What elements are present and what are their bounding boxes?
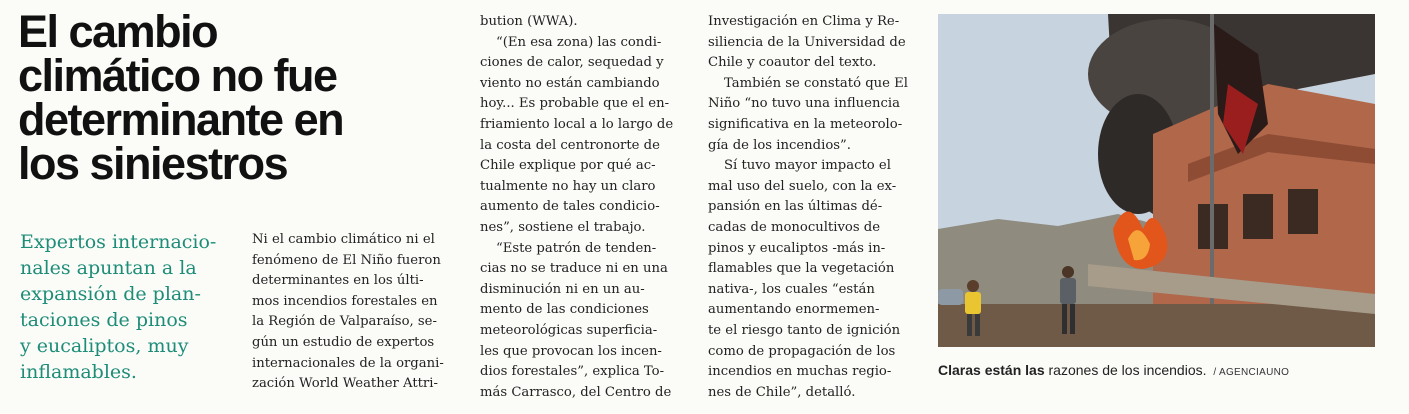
body-line: “(En esa zona) las condi-	[496, 34, 662, 50]
news-photo	[938, 14, 1375, 347]
body-line: internacionales de la organi-	[252, 355, 444, 371]
fire-scene-illustration	[938, 14, 1375, 347]
person-shirt	[1060, 278, 1076, 304]
body-line: viento no están cambiando	[480, 75, 660, 91]
body-line: pinos y eucaliptos -más in-	[708, 240, 886, 256]
body-line: gún un estudio de expertos	[252, 334, 435, 350]
body-column-1	[252, 230, 462, 395]
lead-line: y eucaliptos, muy	[20, 335, 189, 357]
body-line: disminución ni en un au-	[480, 281, 645, 297]
lead-line: Expertos internacio-	[20, 231, 217, 253]
body-line: siliencia de la Universidad de	[708, 34, 906, 50]
body-line: mos incendios forestales en	[252, 293, 438, 309]
body-line: Niño “no tuvo una influencia	[708, 96, 900, 112]
lead-line: expansión de plan-	[20, 283, 201, 305]
window	[1288, 189, 1318, 234]
body-line: Sí tuvo mayor impacto el	[724, 158, 891, 174]
body-line: aumento de tales condicio-	[480, 199, 660, 215]
caption-bold: Claras están las	[938, 362, 1045, 378]
lead-paragraph	[20, 229, 240, 385]
headline-line: determinante en	[18, 94, 344, 145]
window	[1243, 194, 1273, 239]
person-leg	[975, 314, 980, 336]
body-line: incendios en muchas regio-	[708, 364, 892, 380]
photo-caption	[938, 362, 1378, 378]
body-line: te el riesgo tanto de ignición	[708, 322, 901, 338]
body-line: la Región de Valparaíso, se-	[252, 314, 437, 330]
body-column-2	[480, 12, 690, 403]
body-line: friamiento local a lo largo de	[480, 116, 674, 132]
person-leg	[967, 314, 972, 336]
body-line: meteorológicas superficia-	[480, 322, 658, 338]
lead-line: nales apuntan a la	[20, 257, 197, 279]
body-line: Chile explique por qué ac-	[480, 158, 656, 174]
headline-line: El cambio	[18, 6, 218, 57]
person-head	[967, 280, 979, 292]
lead-line: inflamables.	[20, 361, 137, 383]
body-line: significativa en la meteorolo-	[708, 116, 903, 132]
body-line: les que provocan los incen-	[480, 343, 662, 359]
ground	[938, 304, 1375, 347]
body-line: gía de los incendios”.	[708, 137, 851, 153]
body-line: Chile y coautor del texto.	[708, 55, 877, 71]
person-yellow-shirt	[965, 292, 981, 314]
person-leg	[1070, 304, 1075, 334]
person-leg	[1062, 304, 1067, 334]
caption-text: razones de los incendios.	[1044, 362, 1207, 378]
body-line: mal uso del suelo, con la ex-	[708, 178, 897, 194]
lead-line: taciones de pinos	[20, 309, 188, 331]
body-line: nes”, sostiene el trabajo.	[480, 219, 646, 235]
body-line: dios forestales”, explica To-	[480, 364, 665, 380]
photo-credit: / AGENCIAUNO	[1213, 367, 1290, 378]
body-line: cias no se traduce ni en una	[480, 261, 668, 277]
body-line: la costa del centronorte de	[480, 137, 660, 153]
body-line: mento de las condiciones	[480, 302, 649, 318]
body-line: nes de Chile”, detalló.	[708, 384, 856, 400]
person-head	[1062, 266, 1074, 278]
headline-line: los siniestros	[18, 138, 288, 189]
body-line: También se constató que El	[724, 75, 909, 91]
body-line: hoy... Es probable que el en-	[480, 96, 670, 112]
body-line: ciones de calor, sequedad y	[480, 55, 664, 71]
body-line: tualmente no hay un claro	[480, 178, 656, 194]
body-line: zación World Weather Attri-	[252, 376, 438, 392]
body-line: Investigación en Clima y Re-	[708, 14, 900, 29]
body-line: como de propagación de los	[708, 343, 896, 359]
body-column-3	[708, 12, 918, 403]
body-line: Ni el cambio climático ni el	[252, 232, 435, 247]
body-line: “Este patrón de tenden-	[496, 240, 657, 256]
body-line: fenómeno de El Niño fueron	[252, 252, 441, 268]
body-line: cadas de monocultivos de	[708, 219, 881, 235]
headline-line: climático no fue	[18, 50, 337, 101]
body-line: nativa-, los cuales “están	[708, 281, 875, 297]
body-line: flamables que la vegetación	[708, 261, 895, 277]
body-line: bution (WWA).	[480, 14, 578, 29]
body-line: aumentando enormemen-	[708, 302, 880, 318]
car	[938, 289, 963, 305]
body-line: determinantes en los últi-	[252, 273, 424, 289]
body-line: más Carrasco, del Centro de	[480, 384, 672, 400]
body-line: pansión en las últimas dé-	[708, 199, 883, 215]
headline	[18, 6, 458, 189]
